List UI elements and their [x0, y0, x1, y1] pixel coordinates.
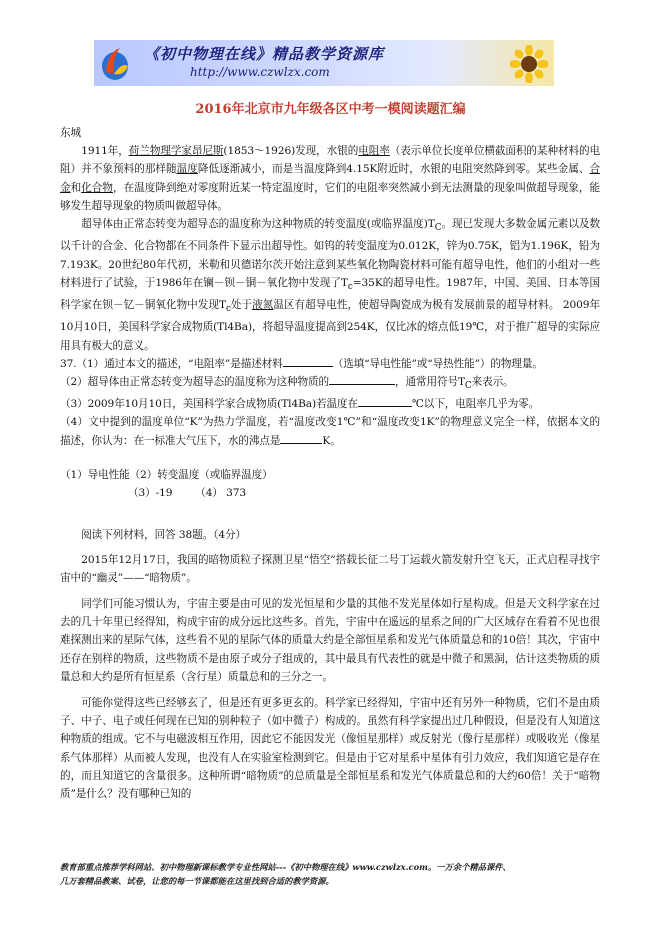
text-run: 。现已发现大多数金属元素以及数以千计的合金、化合物都在不同条件下显示出超导性。如钨的转变温度为0.012K，锌为0.75K，铝为1.196K，铅为7.193K。20世纪80年代初，米勒和贝德诺尔茨开始注意到某些氧化物陶瓷材料可能有超导电性，他们的小组对一些材料进行了试验，于1986年在镧－钡－铜－氧化物中发现了T: [60, 218, 600, 289]
text-run: ，在温度降到绝对零度附近某一特定温度时，它们的电阻率突然减小到无法测量的现象叫做超导现象，能够发生超导现象的物质叫做超导体。: [60, 181, 600, 212]
text-run: ，通常用符号T: [394, 375, 465, 388]
question-37-3: [60, 395, 600, 413]
paragraph-3: 2015年12月17日，我国的暗物质粒子探测卫星“悟空”搭载长征二号丁运载火箭发射升空飞天，正式启程寻找宇宙中的“幽灵”——“暗物质”。: [60, 553, 600, 584]
link-compound[interactable]: 化合物: [81, 181, 113, 194]
link-onnes[interactable]: 荷兰物理学家昂尼斯: [128, 145, 224, 158]
footer: [60, 860, 605, 888]
text-run: （选填“导电性能”或“导热性能”）的物理量。: [332, 357, 543, 370]
paragraph-4: 同学们可能习惯认为，宇宙主要是由可见的发光恒星和少量的其他不发光星体如行星构成。但是天文科学家在过去的几十年里已经得知，构成宇宙的成分远比这些多。首先，宇宙中在遥远的星系之间的广大区域存在看着不见也很难探测出来的星际气体，这些看不见的星际气体的质量大约是全部恒星系和发光气体质量总和的10倍！其次，宇宙中还存在别样的物质，这些物质不是由原子或分子组成的，其中最具有代表性的就是中微子和黑洞，估计这类物质的质量总和大约是所有恒星系（含行星）质量总和的三分之一。: [60, 597, 600, 683]
text-run: （3）2009年10月10日，美国科学家合成物质(Tl4Ba)若温度在: [60, 398, 359, 411]
link-alloy[interactable]: 合金: [60, 163, 600, 194]
question-38-intro: 阅读下列材料，回答 38题。（4分）: [81, 529, 246, 542]
text-run: K。: [322, 434, 341, 447]
link-temperature[interactable]: 温度: [176, 163, 198, 176]
text-run: 1911年，: [81, 145, 129, 158]
text-run: 来表示。: [471, 375, 514, 388]
page-title: 2016年北京市九年级各区中考一模阅读题汇编: [195, 102, 466, 117]
logo-icon: [100, 44, 130, 82]
text-run: 处于: [230, 299, 253, 312]
footer-line-1: 教育部重点推荐学科网站、初中物理新课标教学专业性网站---《初中物理在线》www.czwlzx.com。一万余个精品课件、: [60, 862, 511, 872]
subscript: c: [225, 304, 231, 315]
text-run: 超导体由正常态转变为超导态的温度称为这种物质的转变温度(或临界温度)T: [81, 218, 435, 231]
subscript: C: [464, 381, 472, 392]
text-run: 降低逐渐减小，而是当温度降到4.15K附近时，水银的电阻突然降到零。某些金属、: [197, 163, 590, 176]
question-37-1: [60, 355, 600, 373]
text-run: 37.（1）通过本文的描述，“电阻率”是描述材料: [60, 357, 283, 370]
answer-line-1: （1）导电性能（2）转变温度（或临界温度）: [60, 468, 273, 481]
answer-blank[interactable]: [329, 373, 395, 385]
answer-blank[interactable]: [358, 396, 412, 408]
header-banner: [94, 40, 554, 86]
banner-title: 《初中物理在线》精品教学资源库: [144, 45, 385, 63]
text-run: 温区有超导电性，使超导陶瓷成为极有发展前景的超导材料。 2009年10月10日，美国科学家合成物质(Tl4Ba)，将超导温度提高到254K，仅比冰的熔点低19℃，对于推广超导的实际应用具有极大的意义。: [60, 299, 600, 352]
subscript: c: [347, 281, 353, 292]
link-resistivity[interactable]: 电阻率: [358, 145, 390, 158]
sunflower-icon: [510, 45, 548, 83]
subscript: C: [434, 223, 442, 234]
text-run: （表示单位长度单位横截面积的某种材料的电阻）并不象预料的那样随: [60, 145, 600, 176]
question-37-4: [60, 413, 600, 449]
spacer: [60, 502, 600, 526]
text-run: （2）超导体由正常态转变为超导态的温度称为这种物质的: [60, 375, 329, 388]
banner-url: http://www.czwlzx.com: [190, 65, 330, 79]
link-liquid-nitrogen[interactable]: 液氮: [252, 299, 274, 312]
question-37-2: [60, 373, 600, 395]
paragraph-2: [60, 215, 600, 355]
text-run: ℃以下，电阻率几乎为零。: [412, 398, 540, 411]
answer-line-2: （3）-19 （4） 373: [128, 487, 247, 500]
footer-line-2: 几万套精品教案、试卷，让您的每一节课都能在这里找到合适的教学资源。: [60, 876, 334, 886]
answer-blank[interactable]: [283, 355, 333, 367]
text-run: (1853～1926)发现，水银的: [223, 145, 359, 158]
document-body: [60, 124, 600, 803]
paragraph-1: [60, 142, 600, 215]
answer-blank[interactable]: [280, 432, 322, 444]
text-run: （4）文中提到的温度单位“K”为热力学温度，若“温度改变1℃”和“温度改变1K”的物理意义完全一样，依据本文的描述，你认为：在一标准大气压下，水的沸点是: [60, 416, 600, 447]
paragraph-5: 可能你觉得这些已经够玄了，但是还有更多更玄的。科学家已经得知，宇宙中还有另外一种物质，它们不是由质子、中子、电子或任何现在已知的别种粒子（如中微子）构成的。虽然有科学家提出过几种假设，但是没有人知道这种物质的组成。它不与电磁波相互作用，因此它不能因发光（像恒星那样）或反射光（像行星那样）或吸收光（像星系气体那样）从而被人发现，也没有人在实验室检测到它。但是由于它对星系中星体有引力效应，我们知道它是存在的，而且知道它的含量很多。这种所谓“暗物质”的总质量是全部恒星系和发光气体质量总和的大约60倍！关于“暗物质”是什么？没有哪种已知的: [60, 696, 600, 800]
text-run: =35K的超导电性。1987年，中国、美国、日本等国科学家在钡－钇－铜氧化物中发现T: [60, 276, 600, 312]
district-label: 东城: [60, 127, 81, 139]
spacer: [60, 450, 600, 466]
text-run: 和: [70, 181, 82, 194]
